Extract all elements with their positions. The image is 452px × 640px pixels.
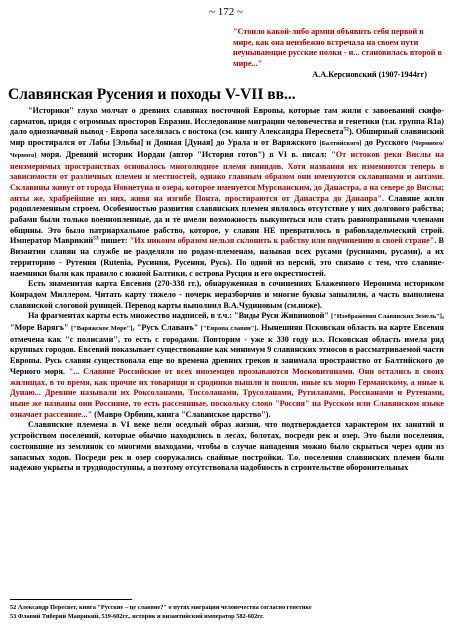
page-number: ~ 172 ~ bbox=[209, 6, 243, 18]
paragraph-3 bbox=[10, 311, 444, 420]
footnote-ref-53[interactable]: 53 bbox=[93, 235, 99, 242]
text-span: ). Обширный славянский мир простирался от Лабы [Эльбы] и Донная [Дуная] до Урала и от Варяжского bbox=[10, 127, 444, 148]
text-span: пишет: bbox=[98, 236, 130, 246]
text-span: . Нынешняя Псковская область на карте Евсевия отмечена как "с полисами", то есть с городами. Повторим - уже к 330 году н.э. Псковская область имела ряд крупных городов. Евсевий показывает существование как минимум 9 славянских этносов в рассматриваемой части Европы. Русь славян существовала еще во времена древних греков и занимала пространство от Балтийского до Черного моря. bbox=[10, 323, 444, 376]
footnote-53: 53 Флавий Тиберий Маврикий, 539-602гг., историк и византийский император 582-602гг. bbox=[10, 612, 264, 620]
quote-text: "Их никоим образом нельзя склонить к рабству или подчинению в своей стране". bbox=[129, 236, 437, 246]
footnotes bbox=[10, 604, 444, 621]
text-span: [Чермного/Черного] bbox=[10, 140, 444, 159]
text-span: Есть знаменитая карта Евсевия (270-338 гг.), обнаруженная в сочинениях Блаженного Иеронима историком Конрадом Миллером. Читать карту тяжело - почерк неразборчив и многие буквы запылили, а часть выполнена славянской слоговой руницей. Перевод карты выполнил В.А.Чудиновым (см.ниже). bbox=[10, 279, 444, 310]
epigraph-quote: "Стоило какой-либо армии объявить себя первой в мире, как она неизбежно встречала на своем пути неунывающие русские полки - и... становилась второй в мире..." bbox=[233, 27, 442, 68]
text-span: , "Море Варягъ" bbox=[10, 311, 444, 333]
text-span: В Византии славян на службе не разделяли по родам-племенам, называя всех русами (русинами, русами), а их территорию - Рутения (Rutenia, Русиния, Русения, Русь). По одной из версий, это связано с тем, что славяне-наемники были как правило с южной Балтики, с острова Русция и его окрестностей. bbox=[10, 236, 444, 278]
paragraph-2 bbox=[10, 279, 444, 311]
article-body bbox=[10, 106, 444, 474]
footnote-ref-52[interactable]: 52 bbox=[343, 126, 349, 133]
text-span: Славяне жили родоплеменным строем. Особенностью развития славянских племен являлось отсутствие у них долгового рабства; рабами были только военнопленные, да и те имели возможность выкупиться или стать равноправными членами общины. Это было патриархальное рабство, которое, у славян НЕ превратилось в рабовладельческий строй. Император Маврикий bbox=[10, 193, 444, 246]
footnote-divider bbox=[10, 599, 132, 600]
text-span: ["Варяжское Море"] bbox=[70, 325, 133, 333]
text-span: моря. Древний историк Иордан (автор "История готов") в VI в. писал: bbox=[36, 149, 332, 159]
section-title: Славянская Русения и походы V-VII вв... bbox=[8, 86, 296, 103]
text-span: ["Изображения Славянских Земель"] bbox=[330, 313, 442, 321]
text-span: (Мавро Орбини, книга "Славянское царство"). bbox=[92, 409, 271, 419]
text-span: [Балтийского] bbox=[319, 140, 362, 148]
quote-text: "... Славяне Российские от всех иноземцев прозываются Московитянами. Они остались в своих жилищах, в то время, как прочие их товарищи и сродники вышли и пошли, иные къ морю Германскому, а иные к Дунаю... Древние называли их Роксоланами, Тоссоланами, Трусоланами, Рутиланами, Россианами и Рутенами, ныне же названы они Россияне, то есть рассеянные, поскольку слово "Россия" на Русском или Славянском языке означает рассеяние..." bbox=[10, 366, 444, 419]
text-span: ["Европа славян"] bbox=[200, 325, 257, 333]
epigraph-author: А.А.Керсновский (1907-1944гг) bbox=[312, 69, 427, 79]
text-span: , "Русъ Славанъ" bbox=[132, 323, 201, 333]
text-span: На фрагментах карты есть множество надписей, в т.ч.: "Виды Руси Живиновой" bbox=[28, 311, 331, 321]
paragraph-4 bbox=[10, 420, 444, 474]
epigraph bbox=[233, 27, 445, 80]
text-span: "Историки" глухо молчат о древних славянах восточной Европы, которые там жили с завоеваний скифо-сарматов, придя с огромных просторов Евразии. Исследование миграции человечества и генетики (т.н. группа R1a) дало однозначный вывод - Европа заселялась с востока (см. книгу Александра Пересвета bbox=[10, 106, 444, 137]
quote-text: "От истоков реки Вислы на неизмеримых пространствах основалось многолюдное племя винидов. Хотя названия их изменяются теперь в зависимости от различных племен и местностей, однако главным образом они именуются склавинами и антами. Склавины живут от города Новиетуна и озера, которое именуется Мурсианским, до Данастра, а на севере до Вислы; анты же, храбрейшие из них, живя на изгибе Понта, простираются от Данастра до Данапра". bbox=[10, 149, 444, 203]
paragraph-1 bbox=[10, 106, 444, 279]
text-span: до Русского bbox=[361, 138, 412, 148]
text-span: Славянские племена в VI веке вели оседлый образ жизни, что подтверждается характером их занятий и устройством поселений, которые обычно находились в лесах, болотах, посреди рек и озер. Это были поселения, состоявшие из землянок со многими выходами, чтобы в случае нападения можно было скрыться через один из запасных ходов. Посреди рек и озер сооружались свайные постройки. Т.о. поселения славянских племен были надежно укрыты и труднодоступны, а поэтому отсутствовала надобность в строительстве оборонительных bbox=[10, 420, 444, 473]
footnote-52: 52 Александр Пересвет, книга "Русские – це славяне?" о путях миграции человечества согласно генетике bbox=[10, 604, 312, 611]
